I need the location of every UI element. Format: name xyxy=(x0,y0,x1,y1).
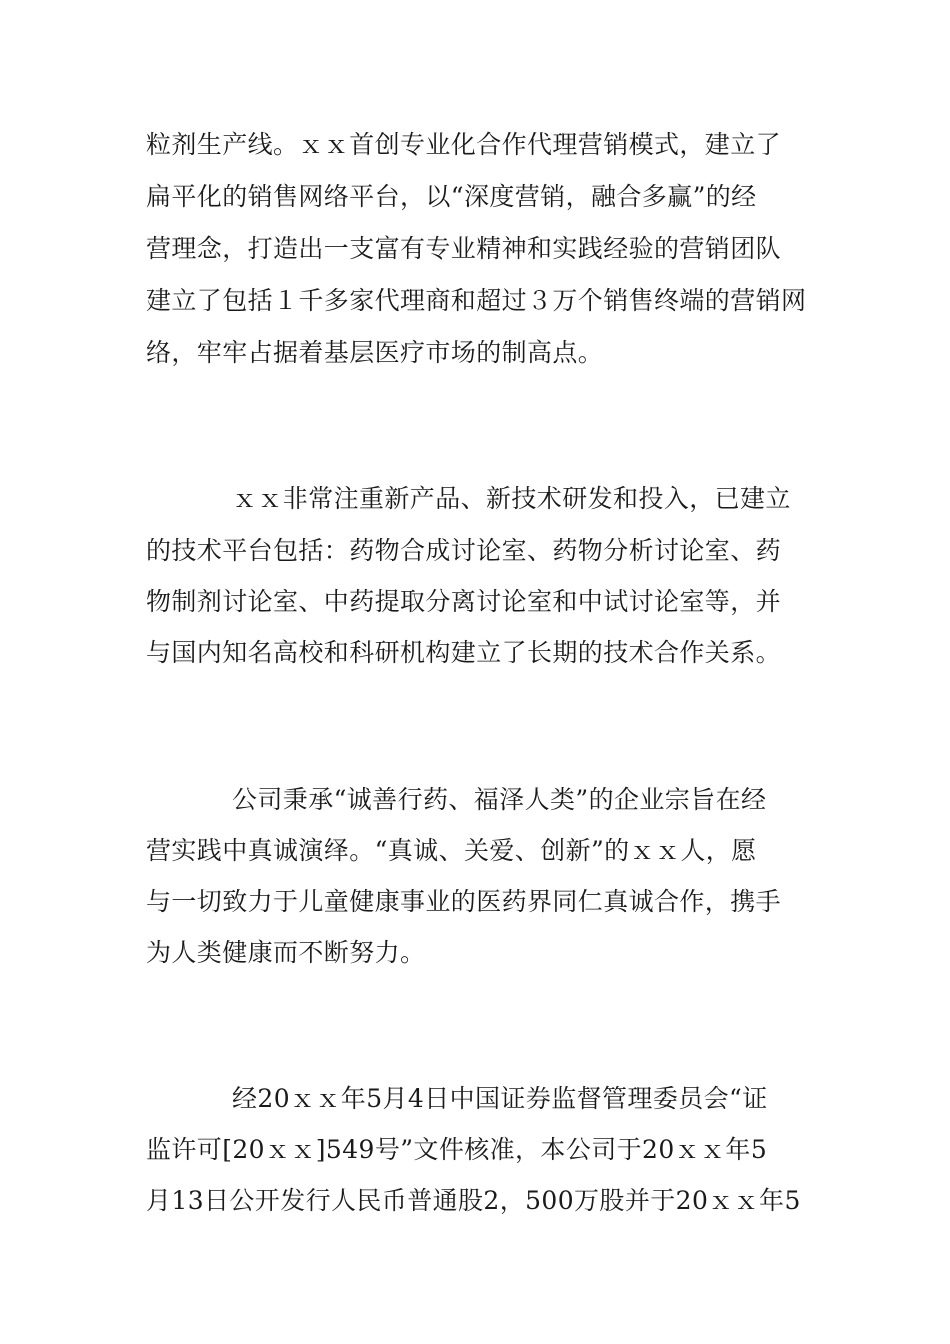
paragraph-first-line: ｘｘ非常注重新产品、新技术研发和投入，已建立 xyxy=(232,484,791,513)
paragraph-first-line: 公司秉承“诚善行药、福泽人类”的企业宗旨在经 xyxy=(232,785,767,814)
paragraph-line: 营实践中真诚演绎。“真诚、关爱、创新”的ｘｘ人，愿 xyxy=(146,836,757,865)
paragraph-line: 络，牢牢占据着基层医疗市场的制高点。 xyxy=(146,338,604,367)
paragraph-line: 与国内知名高校和科研机构建立了长期的技术合作关系。 xyxy=(146,638,782,667)
paragraph-line: 为人类健康而不断努力。 xyxy=(146,938,426,967)
paragraph-line: 粒剂生产线。ｘｘ首创专业化合作代理营销模式，建立了 xyxy=(146,130,782,159)
paragraph-line: 建立了包括１千多家代理商和超过３万个销售终端的营销网 xyxy=(146,286,807,315)
paragraph-first-line: 经20ｘｘ年5月4日中国证券监督管理委员会“证 xyxy=(232,1084,768,1113)
paragraph-line: 扁平化的销售网络平台，以“深度营销，融合多赢”的经 xyxy=(146,182,757,211)
paragraph-line: 营理念，打造出一支富有专业精神和实践经验的营销团队 xyxy=(146,234,782,263)
paragraph-line: 物制剂讨论室、中药提取分离讨论室和中试讨论室等，并 xyxy=(146,587,782,616)
paragraph-line: 监许可[20ｘｘ]549号”文件核准，本公司于20ｘｘ年5 xyxy=(146,1135,768,1164)
paragraph-line: 的技术平台包括：药物合成讨论室、药物分析讨论室、药 xyxy=(146,536,782,565)
paragraph-line: 与一切致力于儿童健康事业的医药界同仁真诚合作，携手 xyxy=(146,887,782,916)
paragraph-line: 月13日公开发行人民币普通股2，500万股并于20ｘｘ年5 xyxy=(146,1186,801,1215)
